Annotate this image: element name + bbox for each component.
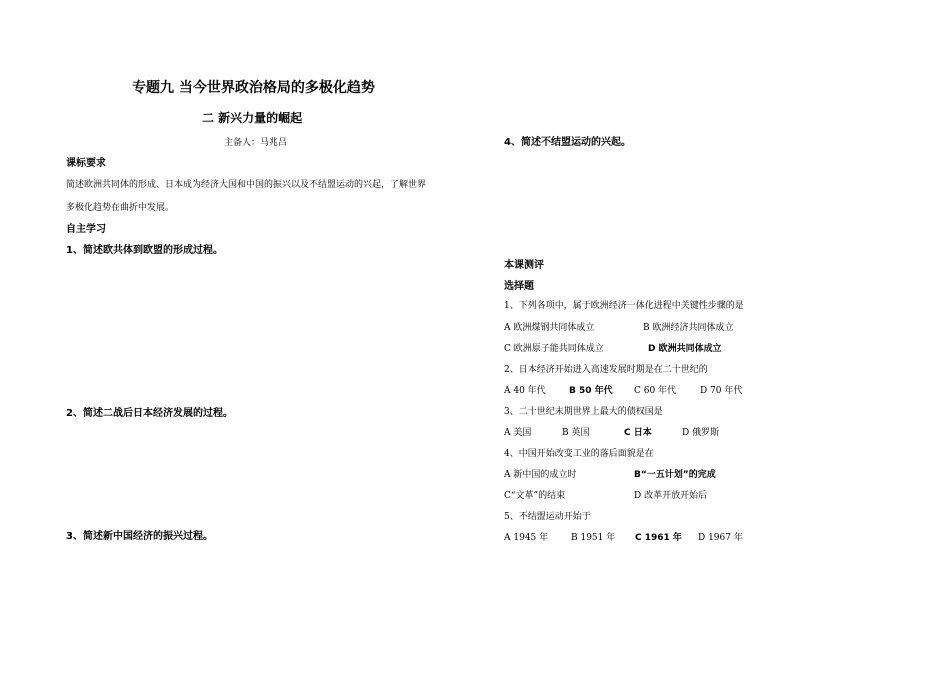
mcq-4-option-c: C“文革”的结束: [504, 491, 566, 501]
mcq-4-option-a: A 新中国的成立时: [504, 470, 577, 480]
mcq-5-stem: 5、不结盟运动开始于: [504, 512, 591, 522]
choice-heading: 选择题: [504, 281, 534, 292]
mcq-2-option-b: B 50 年代: [569, 386, 613, 396]
mcq-3-option-b: B 英国: [562, 428, 590, 438]
mcq-1-option-a: A 欧洲煤钢共同体成立: [504, 323, 595, 333]
mcq-3-option-d: D 俄罗斯: [682, 428, 720, 438]
mcq-2-option-d: D 70 年代: [700, 386, 743, 396]
mcq-3-option-a: A 美国: [504, 428, 532, 438]
mcq-5-option-d: D 1967 年: [698, 533, 743, 543]
mcq-5-option-b: B 1951 年: [571, 533, 616, 543]
mcq-5-option-a: A 1945 年: [504, 533, 549, 543]
mcq-4-option-b: B“一五计划”的完成: [634, 470, 716, 480]
assessment-heading: 本课测评: [504, 260, 544, 271]
mcq-1-option-c: C 欧洲原子能共同体成立: [504, 344, 604, 354]
mcq-3-stem: 3、二十世纪末期世界上最大的债权国是: [504, 407, 663, 417]
question-2: 2、简述二战后日本经济发展的过程。: [66, 408, 233, 419]
curriculum-text-line2: 多极化趋势在曲折中发展。: [66, 203, 175, 213]
mcq-5-option-c: C 1961 年: [635, 533, 682, 543]
question-4: 4、简述不结盟运动的兴起。: [504, 137, 631, 148]
curriculum-heading: 课标要求: [66, 158, 106, 169]
mcq-1-option-d: D 欧洲共同体成立: [648, 344, 722, 354]
mcq-2-option-a: A 40 年代: [504, 386, 546, 396]
mcq-1-stem: 1、下列各项中，属于欧洲经济一体化进程中关键性步骤的是: [504, 301, 744, 311]
mcq-3-option-c: C 日本: [624, 428, 652, 438]
mcq-1-option-b: B 欧洲经济共同体成立: [643, 323, 734, 333]
mcq-2-stem: 2、日本经济开始进入高速发展时期是在二十世纪的: [504, 365, 708, 375]
question-1: 1、简述欧共体到欧盟的形成过程。: [66, 245, 223, 256]
preparer-label: 主备人：马兆吕: [224, 138, 288, 148]
curriculum-text-line1: 简述欧洲共同体的形成、日本成为经济大国和中国的振兴以及不结盟运动的兴起，了解世界: [66, 180, 427, 190]
mcq-4-stem: 4、中国开始改变工业的落后面貌是在: [504, 449, 654, 459]
mcq-4-option-d: D 改革开放开始后: [634, 491, 708, 501]
self-study-heading: 自主学习: [66, 224, 106, 235]
page-title: 专题九 当今世界政治格局的多极化趋势: [132, 80, 375, 96]
mcq-2-option-c: C 60 年代: [634, 386, 677, 396]
question-3: 3、简述新中国经济的振兴过程。: [66, 531, 213, 542]
page-subtitle: 二 新兴力量的崛起: [202, 111, 303, 125]
